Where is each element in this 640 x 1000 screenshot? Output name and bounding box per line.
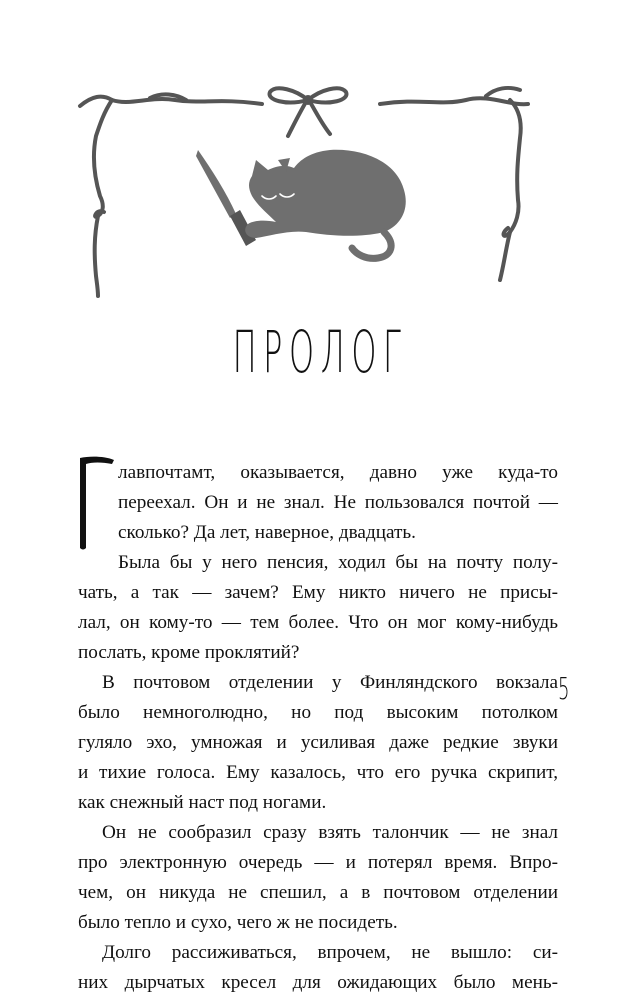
text-line: гуляло эхо, умножая и усиливая даже редкие звуки [78, 732, 558, 753]
text-line: них дырчатых кресел для ожидающих было мень- [78, 972, 558, 993]
text-line: как снежный наст под ногами. [78, 792, 327, 813]
text-line: послать, кроме проклятий? [78, 642, 300, 663]
text-line: переехал. Он и не знал. Не пользовался почтой — [118, 492, 558, 513]
text-line: Он не сообразил сразу взять талончик — не знал [102, 822, 558, 843]
chapter-title: ПРОЛОГ [232, 318, 408, 386]
text-line: В почтовом отделении у Финляндского вокзала [102, 672, 558, 693]
text-line: сколько? Да лет, наверное, двадцать. [118, 522, 416, 543]
text-line: Долго рассиживаться, впрочем, не вышло: си- [102, 942, 558, 963]
text-line: было тепло и сухо, чего ж не посидеть. [78, 912, 398, 933]
cat-icon [245, 150, 406, 259]
text-line: было немноголюдно, но под высоким потолком [78, 702, 558, 723]
page-number: 5 [558, 672, 570, 707]
ribbon-right-icon [380, 88, 528, 280]
ribbon-left-icon [80, 94, 262, 296]
text-line: чать, а так — зачем? Ему никто ничего не присы- [78, 582, 558, 603]
prologue-text [78, 458, 558, 998]
text-line: про электронную очередь — и потерял время. Впро- [78, 852, 558, 873]
text-line: чем, он никуда не спешил, а в почтовом отделении [78, 882, 558, 903]
text-line: лал, он кому-то — тем более. Что он мог кому-нибудь [78, 612, 558, 633]
text-line: лавпочтамт, оказывается, давно уже куда-то [118, 462, 558, 483]
ribbon-bow-icon [269, 88, 346, 136]
text-line: и тихие голоса. Ему казалось, что его ручка скрипит, [78, 762, 558, 783]
text-line: Была бы у него пенсия, ходил бы на почту полу- [118, 552, 558, 573]
drop-cap-letter: Г [74, 452, 75, 453]
chapter-illustration [0, 0, 640, 300]
